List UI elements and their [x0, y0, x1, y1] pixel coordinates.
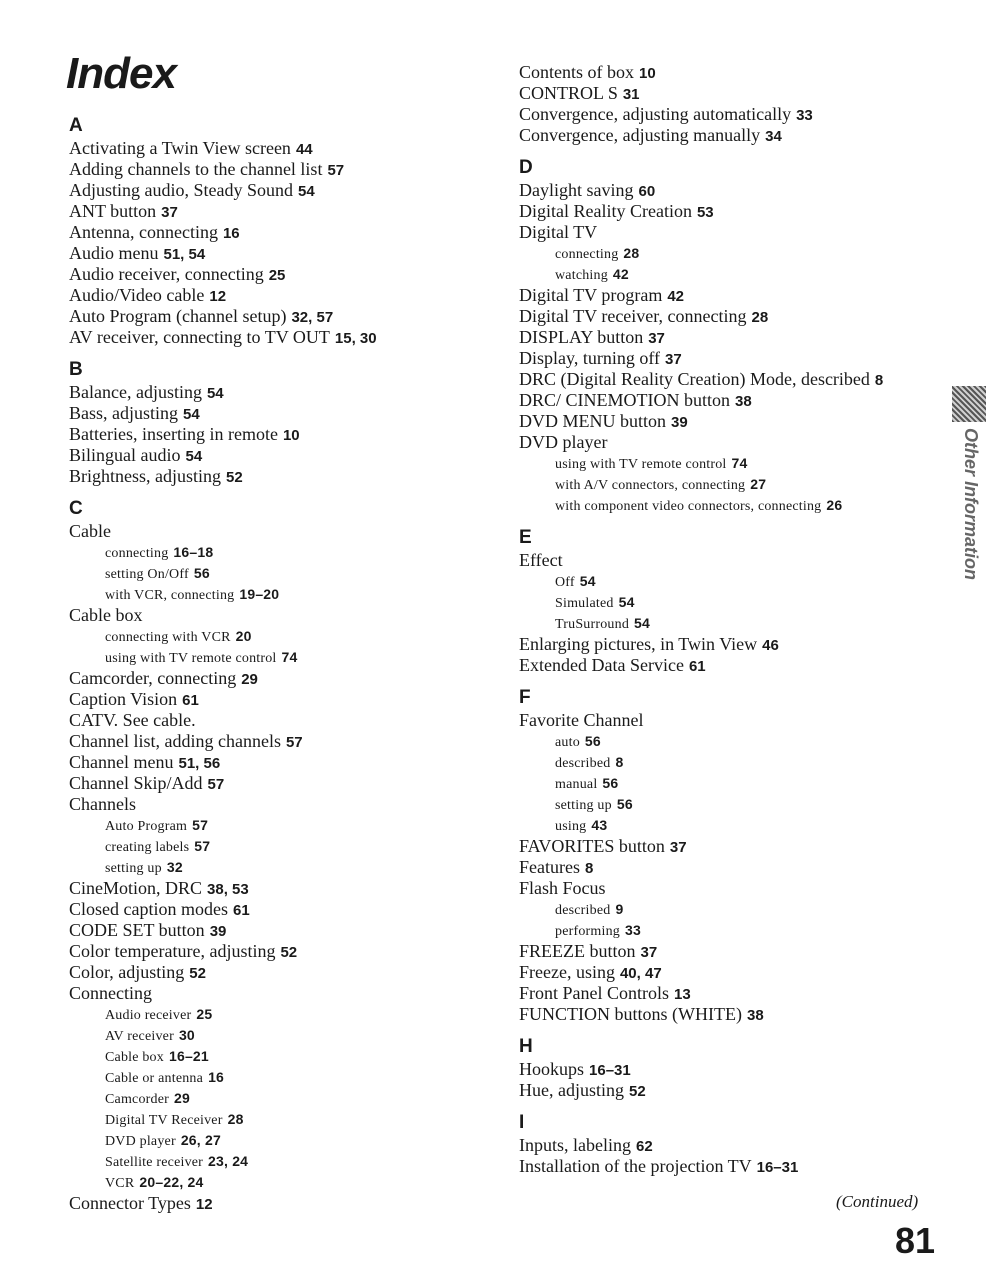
entry-text: Audio receiver: [105, 1008, 192, 1023]
index-entry: [519, 1004, 939, 1025]
entry-pages: 33: [796, 107, 813, 124]
continued-note: (Continued): [836, 1192, 919, 1211]
index-entry: [519, 104, 939, 125]
index-subentry: [69, 626, 489, 647]
section-letter: H: [519, 1036, 533, 1057]
entry-pages: 54: [618, 594, 635, 610]
entry-text: Front Panel Controls: [519, 983, 670, 1003]
entry-text: Extended Data Service: [519, 655, 684, 675]
index-subentry: [519, 815, 939, 836]
index-entry: [69, 773, 489, 794]
entry-text: described: [555, 756, 611, 771]
entry-pages: 8: [584, 860, 594, 877]
entry-text: VCR: [105, 1176, 135, 1191]
index-subentry: [69, 1088, 489, 1109]
entry-text: creating labels: [105, 840, 190, 855]
entry-pages: 31: [622, 86, 640, 103]
index-entry: [69, 466, 489, 487]
entry-text: Digital Reality Creation: [519, 201, 692, 221]
entry-text: TruSurround: [555, 617, 630, 632]
entry-text: setting up: [105, 861, 162, 876]
entry-text: described: [555, 903, 611, 918]
entry-text: DVD MENU button: [519, 411, 666, 431]
index-entry: [519, 222, 939, 243]
entry-pages: 38: [746, 1007, 764, 1024]
entry-text: Channel menu: [69, 752, 174, 772]
entry-text: Convergence, adjusting manually: [519, 125, 761, 145]
entry-pages: 54: [579, 573, 596, 589]
page-title: Index: [66, 49, 176, 98]
index-subentry: [69, 1151, 489, 1172]
index-entry: [519, 180, 939, 201]
entry-pages: 29: [241, 671, 258, 688]
entry-text: Brightness, adjusting: [69, 466, 221, 486]
index-entry: [519, 390, 939, 411]
entry-text: AV receiver: [105, 1029, 174, 1044]
index-subentry: [69, 857, 489, 878]
entry-text: using: [555, 819, 587, 834]
entry-pages: 39: [671, 414, 688, 431]
index-entry: [69, 138, 489, 159]
entry-text: FAVORITES button: [519, 836, 665, 856]
index-entry: [69, 306, 489, 327]
section-letter: F: [519, 687, 531, 708]
index-entry: [69, 752, 489, 773]
section-letter: B: [69, 359, 83, 380]
entry-text: Caption Vision: [69, 689, 178, 709]
entry-pages: 33: [624, 922, 641, 938]
entry-text: with VCR, connecting: [105, 588, 235, 603]
entry-text: Digital TV receiver, connecting: [519, 306, 747, 326]
entry-pages: 10: [282, 427, 300, 444]
index-entry: [519, 655, 939, 676]
entry-text: Hue, adjusting: [519, 1080, 624, 1100]
entry-pages: 20: [235, 628, 252, 644]
index-entry: [69, 424, 489, 445]
entry-text: Digital TV: [519, 222, 598, 242]
entry-text: Auto Program (channel setup): [69, 306, 287, 326]
entry-pages: 57: [327, 162, 345, 179]
entry-text: Adjusting audio, Steady Sound: [69, 180, 293, 200]
entry-text: performing: [555, 924, 620, 939]
entry-pages: 28: [623, 245, 640, 261]
entry-text: DRC/ CINEMOTION button: [519, 390, 730, 410]
entry-text: DVD player: [105, 1134, 176, 1149]
entry-pages: 57: [192, 817, 209, 833]
index-entry: [519, 1135, 939, 1156]
entry-text: Audio/Video cable: [69, 285, 205, 305]
entry-pages: 61: [688, 658, 706, 675]
entry-text: DRC (Digital Reality Creation) Mode, described: [519, 369, 870, 389]
entry-text: Simulated: [555, 596, 614, 611]
entry-pages: 38, 53: [207, 881, 249, 898]
entry-pages: 8: [874, 372, 884, 389]
entry-text: Cable box: [69, 605, 143, 625]
index-column-left: [69, 114, 489, 1214]
index-entry: [519, 878, 939, 899]
index-entry: [69, 920, 489, 941]
entry-pages: 16: [208, 1069, 225, 1085]
index-entry: [69, 941, 489, 962]
entry-text: Freeze, using: [519, 962, 615, 982]
index-subentry: [69, 542, 489, 563]
index-entry: [69, 201, 489, 222]
index-entry: [519, 836, 939, 857]
index-subentry: [69, 815, 489, 836]
entry-text: DVD player: [519, 432, 608, 452]
entry-text: CineMotion, DRC: [69, 878, 203, 898]
index-entry: [519, 1059, 939, 1080]
index-subentry: [519, 613, 939, 634]
entry-pages: 37: [665, 351, 682, 368]
entry-pages: 43: [591, 817, 608, 833]
entry-text: Cable or antenna: [105, 1071, 204, 1086]
entry-text: FREEZE button: [519, 941, 636, 961]
entry-pages: 38: [735, 393, 752, 410]
entry-text: Digital TV program: [519, 285, 663, 305]
entry-text: setting up: [555, 798, 612, 813]
entry-text: with component video connectors, connecting: [555, 499, 822, 514]
entry-pages: 25: [268, 267, 286, 284]
index-entry: [69, 403, 489, 424]
entry-pages: 44: [295, 141, 313, 158]
entry-pages: 56: [584, 733, 601, 749]
entry-text: connecting with VCR: [105, 630, 231, 645]
index-entry: [69, 668, 489, 689]
entry-text: Features: [519, 857, 580, 877]
entry-pages: 16–21: [168, 1048, 209, 1064]
entry-text: Off: [555, 575, 575, 590]
index-entry: [69, 382, 489, 403]
entry-pages: 37: [161, 204, 178, 221]
entry-text: auto: [555, 735, 580, 750]
index-entry: [69, 794, 489, 815]
entry-text: watching: [555, 268, 608, 283]
entry-text: with A/V connectors, connecting: [555, 478, 746, 493]
index-entry: [519, 1156, 939, 1177]
entry-pages: 51, 56: [178, 755, 221, 772]
entry-text: Favorite Channel: [519, 710, 644, 730]
index-subentry: [69, 1025, 489, 1046]
entry-text: Balance, adjusting: [69, 382, 202, 402]
section-letter: A: [69, 115, 83, 136]
index-entry: [519, 369, 939, 390]
entry-pages: 56: [616, 796, 633, 812]
index-entry: [519, 432, 939, 453]
entry-pages: 52: [629, 1083, 646, 1100]
side-tab-label: Other Information: [961, 428, 981, 580]
entry-pages: 15, 30: [334, 330, 377, 347]
index-subentry: [519, 794, 939, 815]
entry-pages: 62: [635, 1138, 653, 1155]
index-subentry: [69, 1046, 489, 1067]
entry-pages: 13: [674, 986, 691, 1003]
entry-pages: 52: [226, 469, 243, 486]
entry-text: Satellite receiver: [105, 1155, 204, 1170]
entry-text: Cable: [69, 521, 111, 541]
index-subentry: [519, 571, 939, 592]
entry-pages: 32: [166, 859, 183, 875]
index-entry: [519, 710, 939, 731]
entry-pages: 32, 57: [291, 309, 334, 326]
entry-text: ANT button: [69, 201, 157, 221]
entry-pages: 56: [193, 565, 210, 581]
entry-text: using with TV remote control: [555, 457, 727, 472]
entry-text: using with TV remote control: [105, 651, 277, 666]
entry-pages: 34: [765, 128, 782, 145]
entry-pages: 16–31: [589, 1062, 631, 1079]
entry-pages: 37: [640, 944, 658, 961]
entry-text: Adding channels to the channel list: [69, 159, 323, 179]
index-subentry: [69, 584, 489, 605]
entry-text: Connecting: [69, 983, 152, 1003]
index-subentry: [69, 1130, 489, 1151]
entry-pages: 12: [209, 288, 227, 305]
entry-pages: 37: [669, 839, 687, 856]
index-subentry: [519, 453, 939, 474]
entry-pages: 23, 24: [208, 1153, 249, 1169]
index-subentry: [519, 899, 939, 920]
entry-pages: 30: [178, 1027, 195, 1043]
entry-text: Daylight saving: [519, 180, 634, 200]
entry-text: Convergence, adjusting automatically: [519, 104, 792, 124]
index-entry: [69, 264, 489, 285]
entry-text: CONTROL S: [519, 83, 618, 103]
entry-pages: 74: [731, 455, 748, 471]
index-subentry: [519, 243, 939, 264]
side-tab-marker: [952, 386, 986, 422]
entry-text: Effect: [519, 550, 563, 570]
entry-text: Channels: [69, 794, 136, 814]
page-number: 81: [895, 1220, 936, 1261]
index-entry: [519, 201, 939, 222]
section-letter: D: [519, 157, 533, 178]
entry-text: Antenna, connecting: [69, 222, 218, 242]
entry-text: Camcorder, connecting: [69, 668, 237, 688]
entry-pages: 26, 27: [180, 1132, 221, 1148]
index-entry: [519, 411, 939, 432]
entry-pages: 54: [185, 448, 203, 465]
entry-pages: 61: [232, 902, 250, 919]
entry-pages: 52: [189, 965, 206, 982]
index-entry: [519, 306, 939, 327]
index-entry: [519, 62, 939, 83]
entry-text: AV receiver, connecting to TV OUT: [69, 327, 330, 347]
index-subentry: [69, 836, 489, 857]
index-entry: [519, 941, 939, 962]
index-entry: [69, 521, 489, 542]
entry-pages: 57: [285, 734, 303, 751]
index-subentry: [69, 1172, 489, 1193]
index-subentry: [519, 495, 939, 516]
index-entry: [519, 83, 939, 104]
entry-text: DISPLAY button: [519, 327, 644, 347]
entry-text: Digital TV Receiver: [105, 1113, 223, 1128]
entry-text: Channel Skip/Add: [69, 773, 203, 793]
entry-pages: 10: [639, 65, 656, 82]
entry-text: Batteries, inserting in remote: [69, 424, 278, 444]
entry-text: Contents of box: [519, 62, 634, 82]
entry-text: Cable box: [105, 1050, 164, 1065]
entry-text: Installation of the projection TV: [519, 1156, 752, 1176]
entry-pages: 37: [648, 330, 665, 347]
entry-pages: 16–31: [756, 1159, 799, 1176]
entry-pages: 42: [667, 288, 685, 305]
index-entry: [69, 1193, 489, 1214]
entry-text: connecting: [105, 546, 169, 561]
entry-text: Color, adjusting: [69, 962, 185, 982]
entry-pages: 61: [182, 692, 199, 709]
entry-text: Camcorder: [105, 1092, 169, 1107]
entry-text: Auto Program: [105, 819, 188, 834]
entry-pages: 52: [280, 944, 298, 961]
entry-text: Flash Focus: [519, 878, 606, 898]
entry-pages: 60: [638, 183, 656, 200]
entry-text: setting On/Off: [105, 567, 189, 582]
index-entry: [519, 857, 939, 878]
index-entry: [519, 550, 939, 571]
index-entry: [519, 983, 939, 1004]
index-subentry: [69, 1004, 489, 1025]
index-entry: [69, 689, 489, 710]
entry-text: Inputs, labeling: [519, 1135, 631, 1155]
index-entry: [69, 327, 489, 348]
section-letter: C: [69, 498, 83, 519]
index-entry: [519, 634, 939, 655]
entry-text: connecting: [555, 247, 619, 262]
entry-text: Bilingual audio: [69, 445, 181, 465]
entry-pages: 51, 54: [163, 246, 206, 263]
index-entry: [519, 1080, 939, 1101]
entry-pages: 16–18: [173, 544, 214, 560]
section-letter: E: [519, 527, 532, 548]
index-entry: [519, 962, 939, 983]
entry-pages: 74: [281, 649, 298, 665]
entry-pages: 40, 47: [619, 965, 662, 982]
entry-text: CATV. See cable.: [69, 710, 196, 730]
entry-pages: 20–22, 24: [139, 1174, 204, 1190]
entry-pages: 27: [750, 476, 767, 492]
index-subentry: [519, 731, 939, 752]
index-entry: [69, 243, 489, 264]
entry-pages: 8: [615, 754, 624, 770]
index-subentry: [519, 920, 939, 941]
entry-text: FUNCTION buttons (WHITE): [519, 1004, 742, 1024]
index-entry: [69, 710, 489, 731]
entry-text: Audio menu: [69, 243, 159, 263]
index-entry: [519, 327, 939, 348]
entry-text: Enlarging pictures, in Twin View: [519, 634, 758, 654]
index-entry: [69, 285, 489, 306]
entry-text: Activating a Twin View screen: [69, 138, 291, 158]
entry-pages: 57: [207, 776, 225, 793]
entry-pages: 57: [194, 838, 211, 854]
entry-pages: 54: [183, 406, 200, 423]
entry-pages: 42: [612, 266, 629, 282]
index-subentry: [69, 1109, 489, 1130]
entry-pages: 9: [615, 901, 624, 917]
index-subentry: [519, 752, 939, 773]
index-entry: [69, 605, 489, 626]
index-column-right: [519, 62, 939, 1177]
entry-text: Audio receiver, connecting: [69, 264, 264, 284]
section-letter: I: [519, 1112, 525, 1133]
entry-pages: 54: [634, 615, 651, 631]
entry-text: Bass, adjusting: [69, 403, 179, 423]
entry-text: Display, turning off: [519, 348, 660, 368]
index-entry: [519, 348, 939, 369]
entry-text: Closed caption modes: [69, 899, 228, 919]
index-entry: [69, 180, 489, 201]
index-entry: [69, 983, 489, 1004]
index-entry: [69, 878, 489, 899]
entry-pages: 16: [222, 225, 240, 242]
entry-pages: 25: [196, 1006, 213, 1022]
index-entry: [69, 962, 489, 983]
entry-pages: 46: [762, 637, 779, 654]
entry-text: Connector Types: [69, 1193, 191, 1213]
index-subentry: [519, 773, 939, 794]
index-subentry: [69, 563, 489, 584]
index-subentry: [519, 592, 939, 613]
index-entry: [69, 222, 489, 243]
index-subentry: [519, 264, 939, 285]
entry-pages: 28: [751, 309, 769, 326]
entry-pages: 12: [195, 1196, 213, 1213]
entry-pages: 54: [206, 385, 224, 402]
index-subentry: [519, 474, 939, 495]
entry-pages: 26: [826, 497, 843, 513]
index-entry: [519, 285, 939, 306]
entry-pages: 53: [696, 204, 714, 221]
entry-pages: 39: [209, 923, 227, 940]
index-entry: [69, 159, 489, 180]
index-entry: [69, 899, 489, 920]
entry-text: Hookups: [519, 1059, 585, 1079]
index-entry: [69, 731, 489, 752]
entry-text: manual: [555, 777, 598, 792]
entry-pages: 56: [602, 775, 619, 791]
index-entry: [69, 445, 489, 466]
index-subentry: [69, 1067, 489, 1088]
entry-text: CODE SET button: [69, 920, 205, 940]
entry-pages: 28: [227, 1111, 244, 1127]
entry-text: Color temperature, adjusting: [69, 941, 276, 961]
index-subentry: [69, 647, 489, 668]
index-entry: [519, 125, 939, 146]
entry-pages: 19–20: [239, 586, 280, 602]
entry-text: Channel list, adding channels: [69, 731, 281, 751]
entry-pages: 54: [298, 183, 315, 200]
entry-pages: 29: [174, 1090, 190, 1106]
